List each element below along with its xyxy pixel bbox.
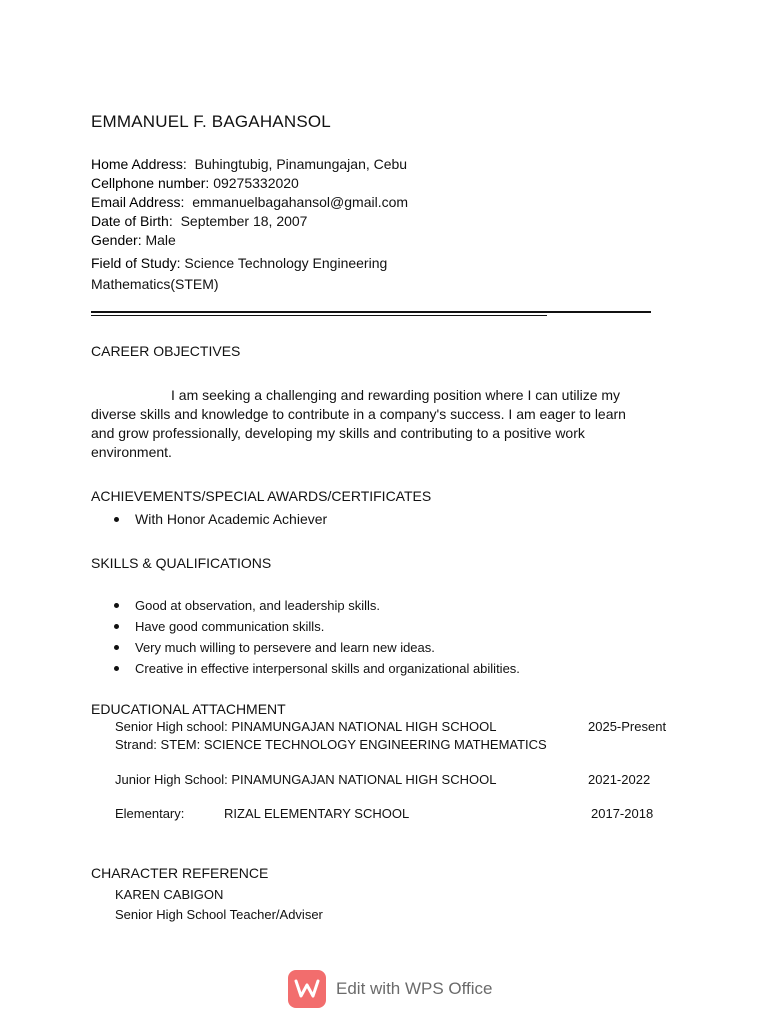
senior-high-entry: Senior High school: PINAMUNGAJAN NATIONAL HIGH SCHOOL xyxy=(115,719,497,734)
wps-watermark[interactable] xyxy=(288,968,493,1010)
list-item: Have good communication skills. xyxy=(135,616,520,637)
field-of-study-value: Science Technology Engineering xyxy=(184,255,388,271)
email-line xyxy=(91,193,408,211)
skills-list xyxy=(91,595,520,679)
list-item: With Honor Academic Achiever xyxy=(135,511,328,527)
list-item: Very much willing to persevere and learn new ideas. xyxy=(135,637,520,658)
home-address-label: Home Address: xyxy=(91,156,187,172)
junior-high-year: 2021-2022 xyxy=(588,772,651,787)
career-line: environment. xyxy=(91,444,172,460)
achievements-heading: ACHIEVEMENTS/SPECIAL AWARDS/CERTIFICATES xyxy=(91,488,432,504)
junior-high-entry: Junior High School: PINAMUNGAJAN NATIONAL HIGH SCHOOL xyxy=(115,772,497,787)
dob-line xyxy=(91,212,307,230)
skills-heading: SKILLS & QUALIFICATIONS xyxy=(91,555,272,571)
section-divider xyxy=(91,311,651,313)
dob-value: September 18, 2007 xyxy=(180,213,308,229)
list-item: Good at observation, and leadership skills. xyxy=(135,595,520,616)
email-label: Email Address: xyxy=(91,194,185,210)
career-line: and grow professionally, developing my skills and contributing to a positive work xyxy=(91,425,585,441)
gender-line xyxy=(91,231,176,249)
elementary-year: 2017-2018 xyxy=(591,806,654,821)
cellphone-line xyxy=(91,174,299,192)
reference-name: KAREN CABIGON xyxy=(115,887,224,902)
wps-watermark-text: Edit with WPS Office xyxy=(336,979,493,998)
gender-value: Male xyxy=(145,232,176,248)
field-of-study-continued: Mathematics(STEM) xyxy=(91,276,219,292)
career-objectives-heading: CAREER OBJECTIVES xyxy=(91,343,241,359)
cellphone-value: 09275332020 xyxy=(213,175,299,191)
senior-high-year: 2025-Present xyxy=(588,719,667,734)
education-heading: EDUCATIONAL ATTACHMENT xyxy=(91,701,286,717)
strand-entry: Strand: STEM: SCIENCE TECHNOLOGY ENGINEERING MATHEMATICS xyxy=(115,737,547,752)
field-of-study-line xyxy=(91,254,387,272)
elementary-school: RIZAL ELEMENTARY SCHOOL xyxy=(224,806,410,821)
career-line: I am seeking a challenging and rewarding position where I can utilize my xyxy=(171,387,621,403)
reference-title: Senior High School Teacher/Adviser xyxy=(115,907,323,922)
email-value: emmanuelbagahansol@gmail.com xyxy=(192,194,409,210)
elementary-label: Elementary: xyxy=(115,806,185,821)
cellphone-label: Cellphone number: xyxy=(91,175,210,191)
wps-logo-icon xyxy=(288,970,326,1008)
list-item: Creative in effective interpersonal skills and organizational abilities. xyxy=(135,658,520,679)
home-address-value: Buhingtubig, Pinamungajan, Cebu xyxy=(194,156,408,172)
section-divider-thin xyxy=(91,315,547,316)
achievements-list xyxy=(91,509,327,529)
gender-label: Gender: xyxy=(91,232,142,248)
dob-label: Date of Birth: xyxy=(91,213,173,229)
field-of-study-label: Field of Study: xyxy=(91,255,181,271)
applicant-name: EMMANUEL F. BAGAHANSOL xyxy=(91,112,331,131)
career-line: diverse skills and knowledge to contribute in a company's success. I am eager to learn xyxy=(91,406,626,422)
career-objectives-text xyxy=(91,386,681,462)
home-address-line xyxy=(91,155,407,173)
character-reference-heading: CHARACTER REFERENCE xyxy=(91,865,269,881)
